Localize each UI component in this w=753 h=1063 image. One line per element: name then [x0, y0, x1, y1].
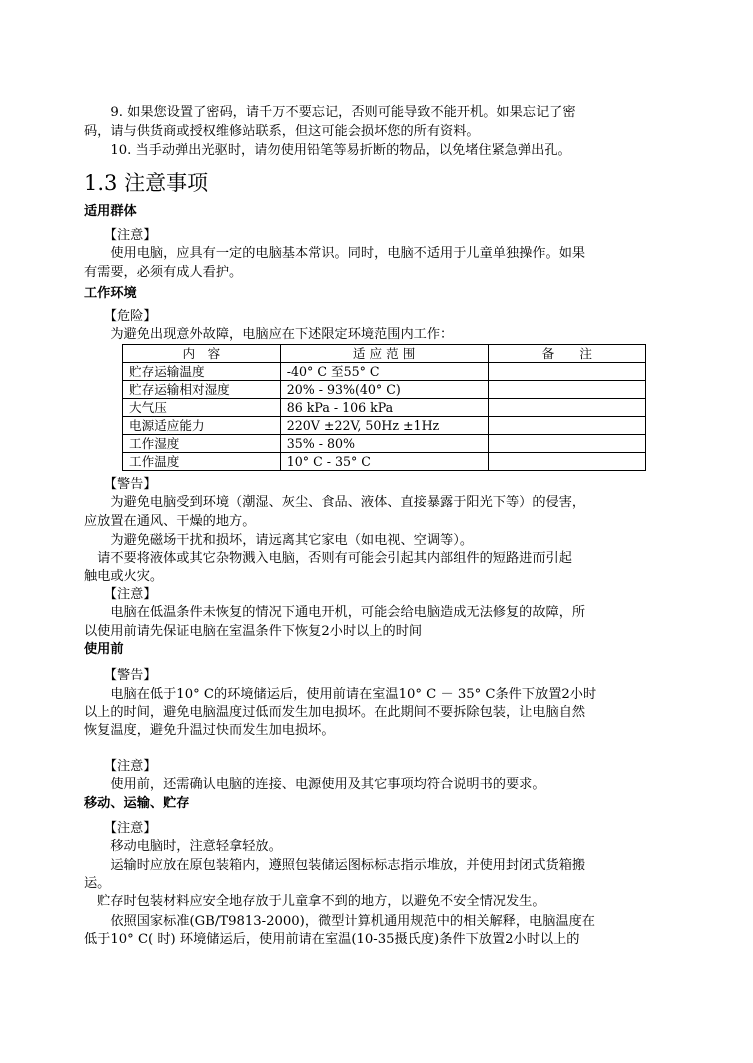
text-line: 【警告】 — [84, 477, 157, 492]
subsection-heading: 适用群体 — [84, 204, 137, 219]
table-cell: 贮存运输温度 — [123, 363, 281, 381]
text-line: 请不要将液体或其它杂物溅入电脑，否则有可能会引起其内部组件的短路进而引起 — [84, 551, 572, 566]
table-cell — [488, 363, 646, 381]
text-line: 贮存时包装材料应安全地存放于儿童拿不到的地方，以避免不安全情况发生。 — [84, 894, 546, 909]
table-cell: 贮存运输相对湿度 — [123, 381, 281, 399]
table-row — [123, 363, 646, 381]
text-line: 触电或火灾。 — [84, 569, 164, 584]
table-header-row — [123, 345, 646, 363]
text-line: 为避免出现意外故障，电脑应在下述限定环境范围内工作： — [84, 327, 454, 342]
text-line: 电脑在低于10° C的环境储运后，使用前请在室温10° C － 35° C条件下放置2小时 — [84, 687, 597, 702]
table-cell — [488, 381, 646, 399]
table-row — [123, 435, 646, 453]
text-line: 【危险】 — [84, 309, 157, 324]
table-cell: 电源适应能力 — [123, 417, 281, 435]
text-line: 恢复温度，避免升温过快而发生加电损坏。 — [84, 723, 335, 738]
text-line: 以使用前请先保证电脑在室温条件下恢复2小时以上的时间 — [84, 624, 423, 639]
text-line: 应放置在通风、干燥的地方。 — [84, 514, 256, 529]
text-line: 移动电脑时，注意轻拿轻放。 — [84, 839, 282, 854]
section-title: 1.3 注意事项 — [84, 171, 209, 195]
table-cell: -40° C 至55° C — [280, 363, 488, 381]
text-line: 使用前，还需确认电脑的连接、电源使用及其它事项均符合说明书的要求。 — [84, 777, 546, 792]
text-line: 为避免磁场干扰和损坏，请远离其它家电（如电视、空调等）。 — [84, 533, 474, 548]
text-line: 【警告】 — [84, 668, 157, 683]
table-cell: 86 kPa - 106 kPa — [280, 399, 488, 417]
text-line: 依照国家标准(GB/T9813-2000)，微型计算机通用规范中的相关解释，电脑温度在 — [84, 914, 595, 929]
environment-table — [122, 344, 646, 471]
table-cell: 工作湿度 — [123, 435, 281, 453]
text-line: 运输时应放在原包装箱内，遵照包装储运图标标志指示堆放，并使用封闭式货箱搬 — [84, 858, 586, 873]
table-row — [123, 453, 646, 471]
table-cell: 20% - 93%(40° C) — [280, 381, 488, 399]
text-line: 码，请与供货商或授权维修站联系，但这可能会损坏您的所有资料。 — [84, 124, 480, 139]
table-row — [123, 399, 646, 417]
table-header: 备 注 — [488, 345, 646, 363]
text-line: 运。 — [84, 876, 111, 891]
table-cell — [488, 435, 646, 453]
table-cell: 35% - 80% — [280, 435, 488, 453]
text-line: 【注意】 — [84, 228, 157, 243]
text-line: 9. 如果您设置了密码，请千万不要忘记，否则可能导致不能开机。如果忘记了密 — [84, 105, 576, 120]
text-line: 【注意】 — [84, 821, 157, 836]
subsection-heading: 工作环境 — [84, 286, 137, 301]
table-cell: 工作温度 — [123, 453, 281, 471]
text-line: 10. 当手动弹出光驱时，请勿使用铅笔等易折断的物品，以免堵住紧急弹出孔。 — [84, 143, 571, 158]
table-cell — [488, 399, 646, 417]
table-cell: 220V ±22V, 50Hz ±1Hz — [280, 417, 488, 435]
text-line: 【注意】 — [84, 587, 157, 602]
text-line: 低于10° C( 时) 环境储运后，使用前请在室温(10-35摄氏度)条件下放置2小时以上的 — [84, 932, 580, 947]
subsection-heading: 使用前 — [84, 642, 124, 657]
table-cell: 大气压 — [123, 399, 281, 417]
table-row — [123, 381, 646, 399]
text-line: 使用电脑，应具有一定的电脑基本常识。同时，电脑不适用于儿童单独操作。如果 — [84, 246, 586, 261]
table-cell: 10° C - 35° C — [280, 453, 488, 471]
text-line: 有需要，必须有成人看护。 — [84, 265, 243, 280]
text-line: 电脑在低温条件未恢复的情况下通电开机，可能会给电脑造成无法修复的故障，所 — [84, 605, 586, 620]
table-row — [123, 417, 646, 435]
table-header: 适 应 范 围 — [280, 345, 488, 363]
text-line: 以上的时间，避免电脑温度过低而发生加电损坏。在此期间不要拆除包装，让电脑自然 — [84, 705, 586, 720]
table-header: 内 容 — [123, 345, 281, 363]
text-line: 【注意】 — [84, 759, 157, 774]
subsection-heading: 移动、运输、贮存 — [84, 796, 190, 811]
table-cell — [488, 453, 646, 471]
text-line: 为避免电脑受到环境（潮湿、灰尘、食品、液体、直接暴露于阳光下等）的侵害， — [84, 495, 586, 510]
table-cell — [488, 417, 646, 435]
